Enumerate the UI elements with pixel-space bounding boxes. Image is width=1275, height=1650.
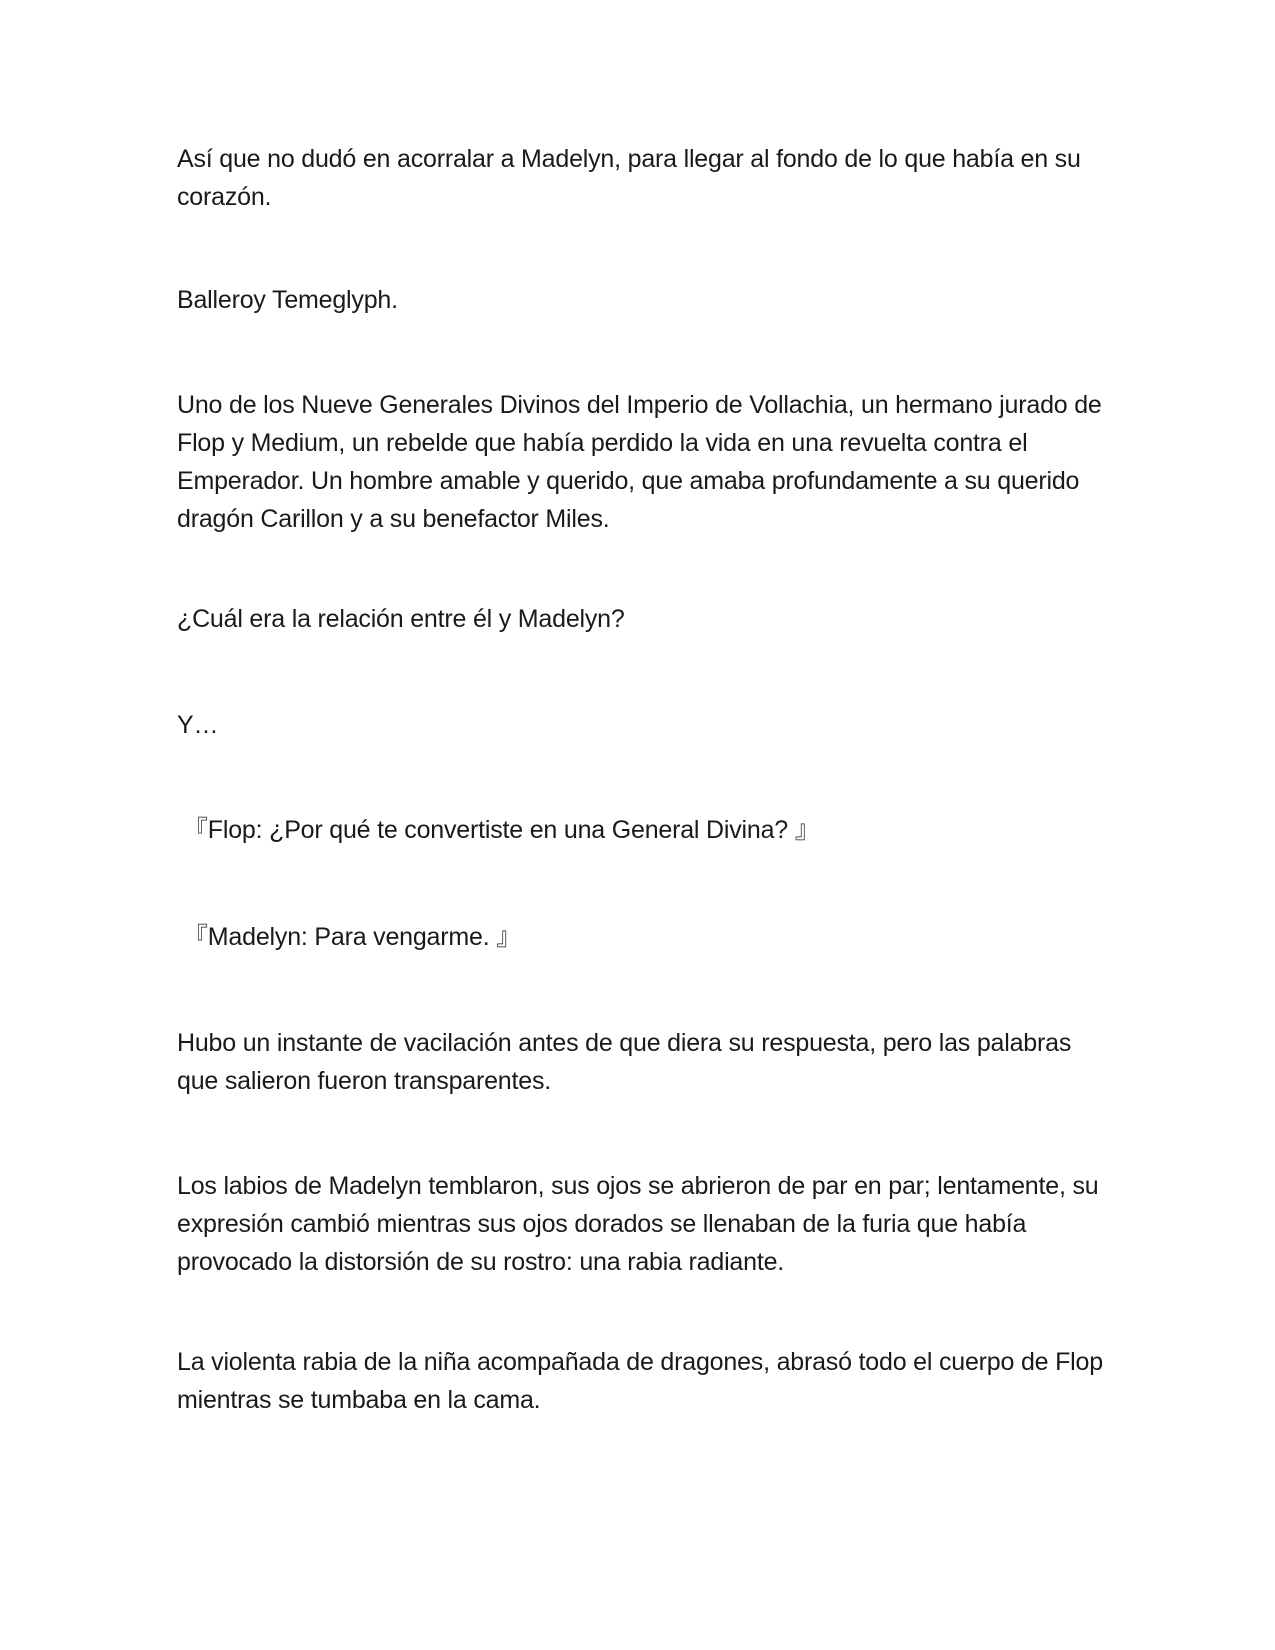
paragraph-2: Balleroy Temeglyph. [177, 286, 398, 314]
paragraph-10: La violenta rabia de la niña acompañada de dragones, abrasó todo el cuerpo de Flop mientras se tumbaba en la cama. [177, 1348, 1103, 1414]
paragraph-3: Uno de los Nueve Generales Divinos del Imperio de Vollachia, un hermano jurado de Flop y Medium, un rebelde que había perdido la vida en una revuelta contra el Emperador. Un hombre amable y querido, que amaba profundamente a su querido dragón Carillon y a su benefactor Miles. [177, 391, 1102, 533]
paragraph-4: ¿Cuál era la relación entre él y Madelyn? [177, 605, 625, 633]
paragraph-9: Los labios de Madelyn temblaron, sus ojos se abrieron de par en par; lentamente, su expresión cambió mientras sus ojos dorados se llenaban de la furia que había provocado la distorsión de su rostro: una rabia radiante. [177, 1172, 1099, 1276]
dialogue-flop: 『Flop: ¿Por qué te convertiste en una General Divina? 』 [183, 816, 820, 844]
dialogue-madelyn: 『Madelyn: Para vengarme. 』 [183, 923, 522, 951]
paragraph-8: Hubo un instante de vacilación antes de que diera su respuesta, pero las palabras que salieron fueron transparentes. [177, 1029, 1072, 1095]
paragraph-1: Así que no dudó en acorralar a Madelyn, para llegar al fondo de lo que había en su corazón. [177, 145, 1081, 211]
paragraph-5: Y… [177, 711, 219, 739]
